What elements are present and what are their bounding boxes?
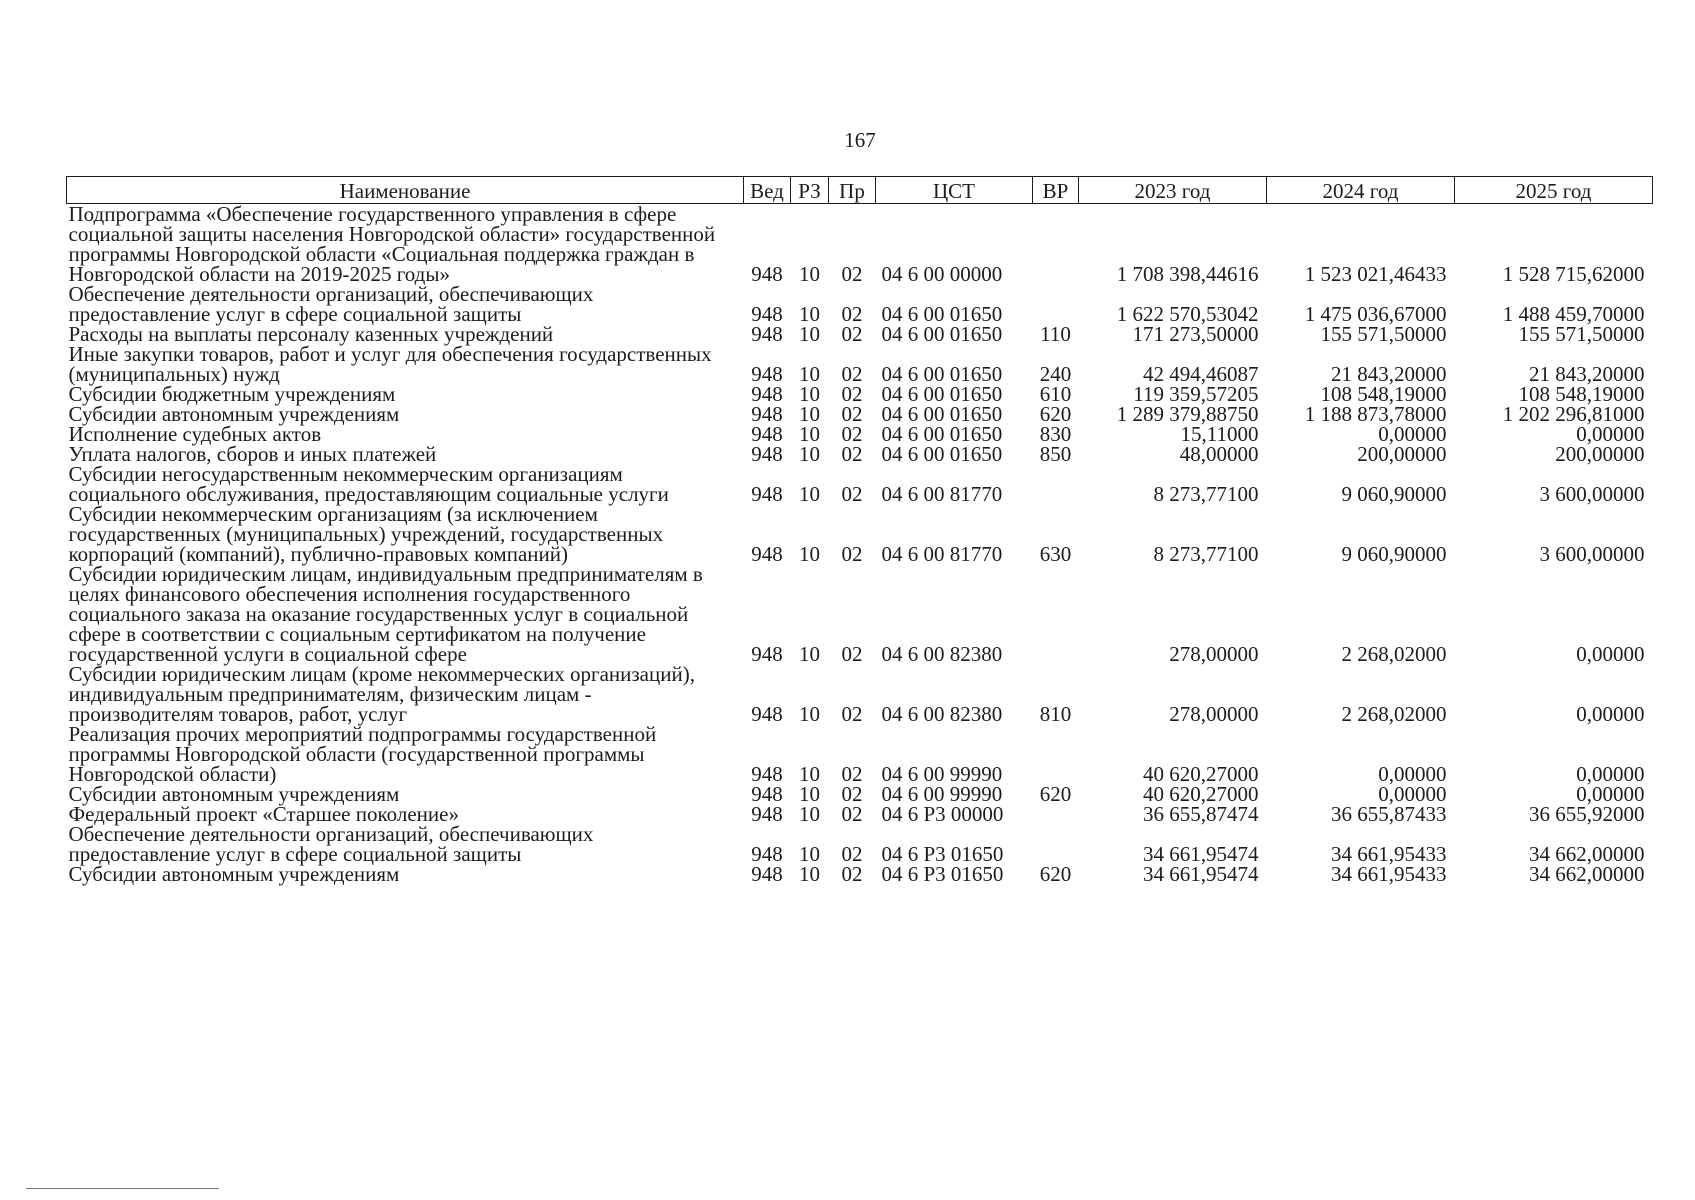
cell-rz: 10 <box>799 842 820 866</box>
cell-vr: 240 <box>1039 362 1072 386</box>
cell-pr: 02 <box>841 542 863 566</box>
cell-2024: 0,00000 <box>1378 762 1447 786</box>
budget-table <box>66 176 1653 884</box>
cell-2025: 3 600,00000 <box>1539 542 1645 566</box>
cell-cst: 04 6 00 01650 <box>881 382 1003 406</box>
table-row <box>67 284 1653 324</box>
cell-2023: 48,00000 <box>1179 442 1259 466</box>
cell-vr: 620 <box>1039 402 1072 426</box>
table-row <box>67 344 1653 384</box>
cell-2023: 40 620,27000 <box>1143 782 1259 806</box>
cell-cst: 04 6 00 01650 <box>881 422 1003 446</box>
cell-2023: 15,11000 <box>1180 422 1259 446</box>
cell-rz: 10 <box>799 762 820 786</box>
cell-2023: 1 708 398,44616 <box>1116 262 1259 286</box>
table-row <box>67 464 1653 504</box>
cell-vr <box>1033 204 1079 285</box>
cell-2024: 1 523 021,46433 <box>1304 262 1447 286</box>
cell-rz: 10 <box>799 862 820 886</box>
table-row <box>67 444 1653 464</box>
cell-rz: 10 <box>799 642 820 666</box>
table-row <box>67 324 1653 344</box>
cell-cst: 04 6 00 99990 <box>881 782 1003 806</box>
cell-pr: 02 <box>841 482 863 506</box>
cell-name: Федеральный проект «Старшее поколение» <box>68 802 459 826</box>
cell-name: Обеспечение деятельности организаций, обеспечивающих предоставление услуг в сфере социальной защиты <box>68 282 594 326</box>
cell-2025: 0,00000 <box>1576 702 1645 726</box>
cell-cst: 04 6 00 99990 <box>881 762 1003 786</box>
cell-pr: 02 <box>841 362 863 386</box>
cell-ved: 948 <box>751 802 783 826</box>
cell-2025: 3 600,00000 <box>1539 482 1645 506</box>
cell-cst: 04 6 00 82380 <box>881 642 1003 666</box>
cell-2024: 34 661,95433 <box>1331 862 1447 886</box>
cell-cst: 04 6 P3 01650 <box>881 862 1004 886</box>
cell-rz: 10 <box>799 482 820 506</box>
cell-vr: 830 <box>1039 422 1072 446</box>
cell-2024: 34 661,95433 <box>1331 842 1447 866</box>
cell-rz: 10 <box>799 542 820 566</box>
cell-name: Субсидии юридическим лицам (кроме некоммерческих организаций), индивидуальным предпринимателям, физическим лицам - производителям товаров, работ, услуг <box>68 662 695 726</box>
cell-rz: 10 <box>799 782 820 806</box>
cell-2024: 9 060,90000 <box>1341 542 1447 566</box>
cell-name: Уплата налогов, сборов и иных платежей <box>68 442 437 466</box>
cell-2024: 108 548,19000 <box>1320 382 1447 406</box>
cell-2025: 34 662,00000 <box>1529 842 1645 866</box>
cell-rz: 10 <box>799 702 820 726</box>
cell-cst: 04 6 00 81770 <box>881 482 1003 506</box>
cell-2023: 40 620,27000 <box>1143 762 1259 786</box>
cell-2025: 21 843,20000 <box>1529 362 1645 386</box>
table-row <box>67 404 1653 424</box>
cell-vr <box>1033 724 1079 784</box>
cell-rz: 10 <box>799 262 820 286</box>
cell-cst: 04 6 00 01650 <box>881 302 1003 326</box>
header-2024: 2024 год <box>1267 177 1455 204</box>
cell-name: Субсидии автономным учреждениям <box>68 402 400 426</box>
cell-vr: 850 <box>1039 442 1072 466</box>
cell-2025: 155 571,50000 <box>1518 322 1645 346</box>
cell-name: Реализация прочих мероприятий подпрограммы государственной программы Новгородской области (государственной программы Новгородской области) <box>68 722 657 786</box>
cell-2025: 36 655,92000 <box>1529 802 1645 826</box>
cell-pr: 02 <box>841 702 863 726</box>
cell-pr: 02 <box>841 422 863 446</box>
cell-pr: 02 <box>841 262 863 286</box>
cell-cst: 04 6 00 01650 <box>881 322 1003 346</box>
cell-2024: 2 268,02000 <box>1341 642 1447 666</box>
cell-2025: 0,00000 <box>1576 762 1645 786</box>
cell-rz: 10 <box>799 302 820 326</box>
cell-2025: 34 662,00000 <box>1529 862 1645 886</box>
cell-rz: 10 <box>799 802 820 826</box>
cell-name: Субсидии негосударственным некоммерческим организациям социального обслуживания, предоставляющим социальные услуги <box>68 462 669 506</box>
cell-ved: 948 <box>751 422 783 446</box>
cell-pr: 02 <box>841 782 863 806</box>
cell-name: Подпрограмма «Обеспечение государственного управления в сфере социальной защиты населения Новгородской области» государственной программы Новгородской области «Социальная поддержка граждан в Новгородской области на 2019-2025 годы» <box>68 202 716 286</box>
cell-vr <box>1033 824 1079 864</box>
cell-2023: 278,00000 <box>1169 642 1259 666</box>
cell-pr: 02 <box>841 382 863 406</box>
cell-2023: 34 661,95474 <box>1143 842 1259 866</box>
cell-ved: 948 <box>751 362 783 386</box>
cell-pr: 02 <box>841 802 863 826</box>
cell-name: Иные закупки товаров, работ и услуг для обеспечения государственных (муниципальных) нужд <box>68 342 712 386</box>
cell-ved: 948 <box>751 442 783 466</box>
cell-ved: 948 <box>751 402 783 426</box>
header-cst: ЦСТ <box>876 177 1033 204</box>
cell-vr: 620 <box>1039 862 1072 886</box>
table-header-row <box>67 177 1653 204</box>
cell-cst: 04 6 00 82380 <box>881 702 1003 726</box>
cell-ved: 948 <box>751 542 783 566</box>
cell-cst: 04 6 00 01650 <box>881 442 1003 466</box>
cell-2024: 2 268,02000 <box>1341 702 1447 726</box>
cell-vr: 610 <box>1039 382 1072 406</box>
cell-name: Обеспечение деятельности организаций, обеспечивающих предоставление услуг в сфере социальной защиты <box>68 822 594 866</box>
cell-vr <box>1033 284 1079 324</box>
cell-vr: 110 <box>1040 322 1071 346</box>
table-row <box>67 204 1653 285</box>
cell-cst: 04 6 00 01650 <box>881 402 1003 426</box>
cell-2025: 0,00000 <box>1576 782 1645 806</box>
cell-2023: 36 655,87474 <box>1143 802 1259 826</box>
cell-cst: 04 6 P3 00000 <box>881 802 1004 826</box>
table-row <box>67 724 1653 784</box>
table-row <box>67 564 1653 664</box>
cell-ved: 948 <box>751 762 783 786</box>
cell-2025: 1 202 296,81000 <box>1502 402 1645 426</box>
cell-2023: 1 289 379,88750 <box>1116 402 1259 426</box>
table-body <box>67 204 1653 885</box>
cell-2024: 36 655,87433 <box>1331 802 1447 826</box>
cell-2023: 8 273,77100 <box>1153 542 1259 566</box>
cell-2025: 1 528 715,62000 <box>1502 262 1645 286</box>
table-row <box>67 804 1653 824</box>
cell-ved: 948 <box>751 302 783 326</box>
cell-2025: 0,00000 <box>1576 422 1645 446</box>
cell-pr: 02 <box>841 862 863 886</box>
cell-name: Субсидии юридическим лицам, индивидуальным предпринимателям в целях финансового обеспечения исполнения государственного социального заказа на оказание государственных услуг в социальной сфере в соответствии с социальным сертификатом на получение государственной услуги в социальной сфере <box>68 562 703 666</box>
cell-ved: 948 <box>751 322 783 346</box>
cell-name: Исполнение судебных актов <box>68 422 322 446</box>
cell-2024: 21 843,20000 <box>1331 362 1447 386</box>
cell-rz: 10 <box>799 422 820 446</box>
cell-cst: 04 6 00 00000 <box>881 262 1003 286</box>
cell-2024: 200,00000 <box>1357 442 1447 466</box>
header-ved: Вед <box>744 177 791 204</box>
cell-2025: 0,00000 <box>1576 642 1645 666</box>
table-row <box>67 824 1653 864</box>
cell-name: Расходы на выплаты персоналу казенных учреждений <box>68 322 554 346</box>
cell-vr: 810 <box>1039 702 1072 726</box>
cell-ved: 948 <box>751 702 783 726</box>
cell-2024: 0,00000 <box>1378 422 1447 446</box>
cell-ved: 948 <box>751 262 783 286</box>
cell-2023: 119 359,57205 <box>1133 382 1259 406</box>
cell-vr <box>1033 464 1079 504</box>
header-2023: 2023 год <box>1079 177 1267 204</box>
cell-2023: 42 494,46087 <box>1143 362 1259 386</box>
cell-name: Субсидии некоммерческим организациям (за исключением государственных (муниципальных) учреждений, государственных корпораций (компаний), публично-правовых компаний) <box>68 502 664 566</box>
cell-2025: 108 548,19000 <box>1518 382 1645 406</box>
cell-cst: 04 6 00 01650 <box>881 362 1003 386</box>
cell-name: Субсидии автономным учреждениям <box>68 862 400 886</box>
cell-pr: 02 <box>841 842 863 866</box>
cell-pr: 02 <box>841 642 863 666</box>
cell-rz: 10 <box>799 402 820 426</box>
cell-vr: 630 <box>1039 542 1072 566</box>
cell-2024: 9 060,90000 <box>1341 482 1447 506</box>
cell-name: Субсидии бюджетным учреждениям <box>68 382 396 406</box>
table-row <box>67 504 1653 564</box>
header-vr: ВР <box>1033 177 1079 204</box>
cell-2024: 0,00000 <box>1378 782 1447 806</box>
cell-ved: 948 <box>751 642 783 666</box>
footer-rule <box>26 1188 219 1189</box>
cell-pr: 02 <box>841 442 863 466</box>
cell-rz: 10 <box>799 362 820 386</box>
cell-2023: 278,00000 <box>1169 702 1259 726</box>
cell-pr: 02 <box>841 762 863 786</box>
header-name: Наименование <box>67 177 744 204</box>
cell-cst: 04 6 00 81770 <box>881 542 1003 566</box>
cell-pr: 02 <box>841 322 863 346</box>
cell-ved: 948 <box>751 842 783 866</box>
cell-2024: 1 188 873,78000 <box>1304 402 1447 426</box>
table-row <box>67 784 1653 804</box>
header-rz: РЗ <box>791 177 829 204</box>
cell-cst: 04 6 P3 01650 <box>881 842 1004 866</box>
cell-rz: 10 <box>799 322 820 346</box>
table-row <box>67 664 1653 724</box>
table-row <box>67 864 1653 884</box>
cell-pr: 02 <box>841 302 863 326</box>
cell-name: Субсидии автономным учреждениям <box>68 782 400 806</box>
cell-rz: 10 <box>799 442 820 466</box>
cell-2023: 1 622 570,53042 <box>1116 302 1259 326</box>
header-2025: 2025 год <box>1455 177 1653 204</box>
cell-2025: 200,00000 <box>1555 442 1645 466</box>
cell-2025: 1 488 459,70000 <box>1502 302 1645 326</box>
cell-2024: 155 571,50000 <box>1320 322 1447 346</box>
cell-2023: 34 661,95474 <box>1143 862 1259 886</box>
cell-vr <box>1033 564 1079 664</box>
cell-2023: 8 273,77100 <box>1153 482 1259 506</box>
table-row <box>67 384 1653 404</box>
cell-vr: 620 <box>1039 782 1072 806</box>
cell-rz: 10 <box>799 382 820 406</box>
cell-ved: 948 <box>751 382 783 406</box>
cell-vr <box>1033 804 1079 824</box>
table-row <box>67 424 1653 444</box>
cell-2024: 1 475 036,67000 <box>1304 302 1447 326</box>
cell-ved: 948 <box>751 482 783 506</box>
cell-pr: 02 <box>841 402 863 426</box>
cell-ved: 948 <box>751 782 783 806</box>
cell-2023: 171 273,50000 <box>1132 322 1259 346</box>
page-number: 167 <box>844 128 876 152</box>
header-pr: Пр <box>829 177 876 204</box>
cell-ved: 948 <box>751 862 783 886</box>
